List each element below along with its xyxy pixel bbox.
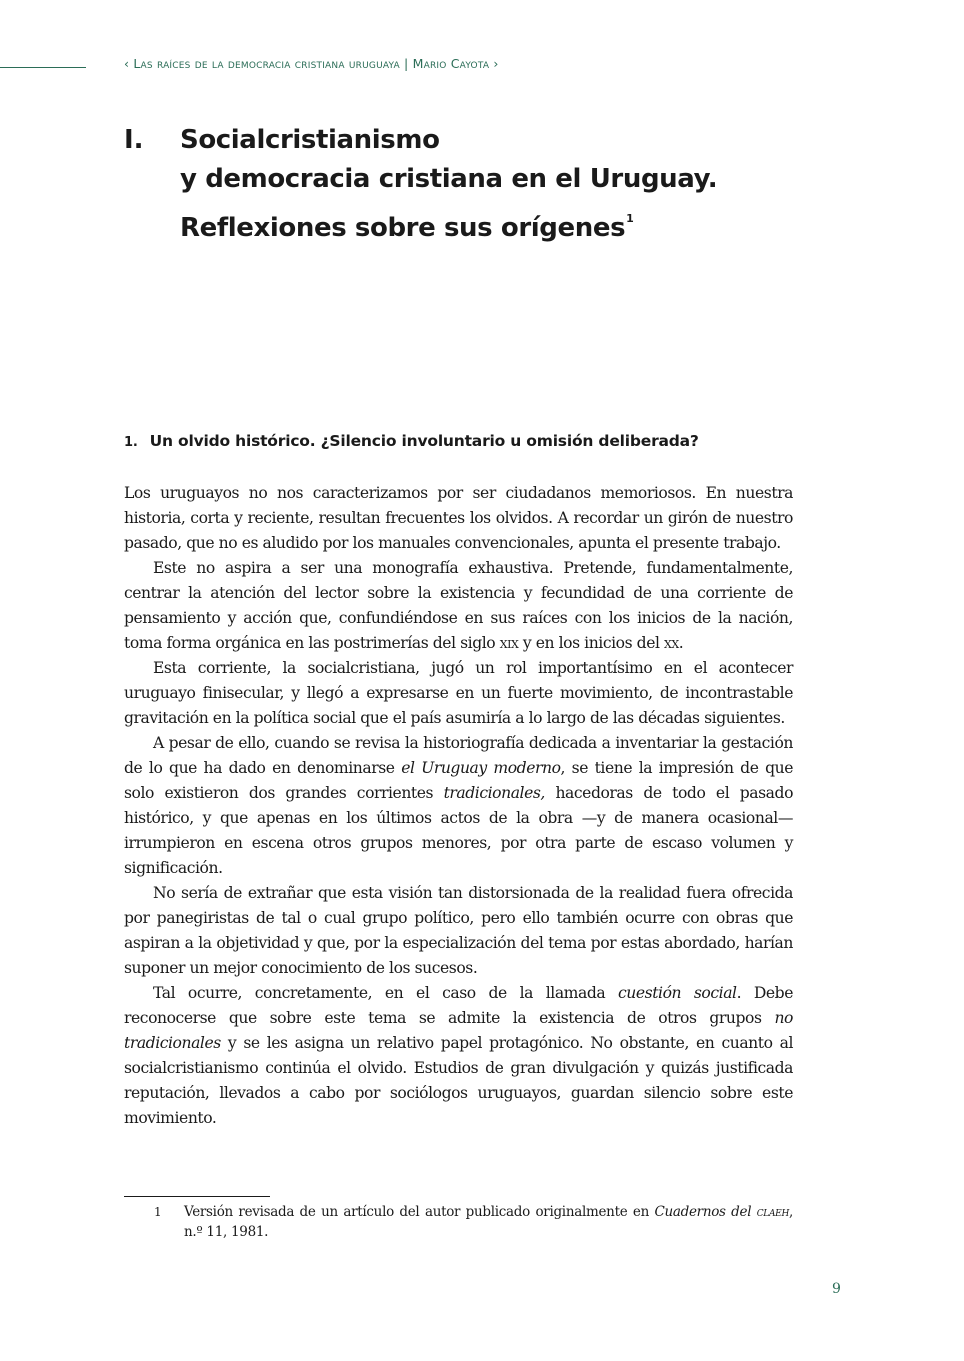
- section-title: Un olvido histórico. ¿Silencio involuntario u omisión deliberada?: [149, 432, 699, 450]
- chapter-title-line-3-text: Reflexiones sobre sus orígenes: [180, 213, 626, 243]
- footnote-rule: [124, 1196, 270, 1197]
- paragraph-3: Esta corriente, la socialcristiana, jugó un rol importantísimo en el acontecer uruguayo finisecular, y llegó a expresarse en un fuerte movimiento, de incontrastable gravitación en la política social que el país asumiría a lo largo de las décadas siguientes.: [124, 659, 793, 727]
- footnote-number: 1: [154, 1205, 162, 1219]
- footnote: [124, 1202, 793, 1242]
- paragraph-6: [124, 981, 793, 1131]
- chapter-number: I.: [124, 125, 144, 155]
- paragraph-4-text-c: hacedoras de todo el pasado histórico, y que apenas en los últimos actos de la obra —y de manera ocasional— irrumpieron en escena otros grupos menores, por otra parte de escaso volumen y significación.: [124, 784, 794, 877]
- century-xix: xix: [499, 634, 519, 652]
- running-head-open: ‹: [124, 56, 134, 71]
- header-rule: [0, 67, 86, 68]
- footnote-claeh: claeh: [756, 1204, 789, 1220]
- footnote-text: [184, 1202, 793, 1242]
- century-xx: xx: [664, 634, 679, 652]
- footnote-journal: Cuadernos del: [654, 1204, 752, 1220]
- chapter-title-line-1: Socialcristianismo: [180, 125, 440, 155]
- paragraph-4: [124, 731, 793, 881]
- running-head-separator: |: [399, 56, 413, 71]
- footnote-text-a: Versión revisada de un artículo del autor publicado originalmente en: [184, 1204, 655, 1220]
- footnote-text-b: , n.º 11, 1981.: [184, 1204, 793, 1240]
- section-number: 1.: [124, 435, 138, 450]
- chapter-title: [180, 121, 717, 248]
- paragraph-4-text-a: A pesar de ello, cuando se revisa la historiografía dedicada a inventariar la gestación de lo que ha dado en denominarse: [124, 734, 793, 777]
- chapter-footnote-ref[interactable]: 1: [626, 212, 634, 225]
- paragraph-2-text-b: y en los inicios del: [518, 634, 665, 652]
- chapter-title-line-2: y democracia cristiana en el Uruguay.: [180, 164, 718, 194]
- section-heading: [124, 432, 824, 450]
- paragraph-6-text-a: Tal ocurre, concretamente, en el caso de la llamada: [153, 984, 619, 1002]
- paragraph-4-text-b: , se tiene la impresión de que solo existieron dos grandes corrientes: [124, 759, 793, 802]
- paragraph-5: No sería de extrañar que esta visión tan distorsionada de la realidad fuera ofrecida por panegiristas de tal o cual grupo político, pero ello también ocurre con obras que aspiran a la objetividad y que, por la especialización del tema por estas abordado, harían suponer un mejor conocimiento de los sucesos.: [124, 884, 793, 977]
- page-number: 9: [832, 1281, 841, 1297]
- running-head-author: Mario Cayota: [412, 56, 490, 71]
- paragraph-2: [124, 556, 793, 656]
- paragraph-1: Los uruguayos no nos caracterizamos por ser ciudadanos memoriosos. En nuestra historia, corta y reciente, resultan frecuentes los olvidos. A recordar un girón de nuestro pasado, que no es aludido por los manuales convencionales, apunta el presente trabajo.: [124, 484, 793, 552]
- paragraph-6-text-b: . Debe reconocerse que sobre este tema se admite la existencia de otros grupos: [124, 984, 793, 1027]
- emphasis-uruguay-moderno: el Uruguay moderno: [401, 759, 561, 777]
- emphasis-tradicionales: tradicionales,: [443, 784, 545, 802]
- chapter-title-line-3: [180, 199, 717, 248]
- body-text: [124, 481, 793, 1131]
- paragraph-6-text-c: y se les asigna un relativo papel protagónico. No obstante, en cuanto al socialcristianismo continúa el olvido. Estudios de gran divulgación y quizás justificada reputación, llevados a cabo por sociólogos uruguayos, guardan silencio sobre este movimiento.: [124, 1034, 793, 1127]
- running-head-close: ›: [489, 56, 499, 71]
- paragraph-2-text-c: .: [678, 634, 684, 652]
- emphasis-no-tradicionales: no tradicionales: [124, 1009, 793, 1052]
- emphasis-cuestion-social: cuestión social: [618, 984, 737, 1002]
- paragraph-2-text-a: Este no aspira a ser una monografía exhaustiva. Pretende, fundamentalmente, centrar la atención del lector sobre la existencia y fecundidad de una corriente de pensamiento y acción que, confundiéndose en sus raíces con los inicios de la nación, toma forma orgánica en las postrimerías del siglo: [124, 559, 793, 652]
- running-head-book-title: Las raíces de la democracia cristiana uruguaya: [133, 56, 400, 71]
- running-head: [124, 56, 824, 71]
